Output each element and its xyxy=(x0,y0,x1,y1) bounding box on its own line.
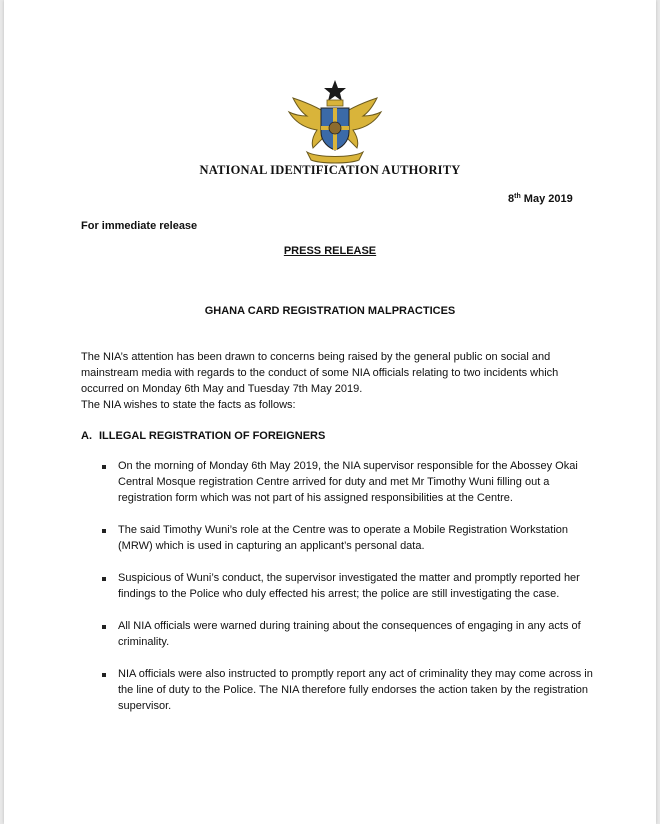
intro-text: The NIA’s attention has been drawn to concerns being raised by the general public on social and mainstream media with regards to the conduct of some NIA officials relating to two incidents which occurred on Monday 6th May and Tuesday 7th May 2019. xyxy=(81,351,559,395)
bullet-icon xyxy=(102,465,106,469)
list-item xyxy=(99,570,594,602)
document-page xyxy=(4,0,656,824)
intro-lead-in: The NIA wishes to state the facts as follows: xyxy=(81,399,296,411)
bullet-text: On the morning of Monday 6th May 2019, the NIA supervisor responsible for the Abossey Okai Central Mosque registration Centre arrived for duty and met Mr Timothy Wuni filling out a registration form which was not part of his assigned responsibilities at the Centre. xyxy=(118,460,578,504)
bullet-text: NIA officials were also instructed to promptly report any act of criminality they may come across in the line of duty to the Police. The NIA therefore fully endorses the action taken by the registration supervisor. xyxy=(118,668,593,712)
bullet-icon xyxy=(102,625,106,629)
bullet-text: Suspicious of Wuni’s conduct, the supervisor investigated the matter and promptly reported her findings to the Police who duly effected his arrest; the police are still investigating the case. xyxy=(118,572,580,600)
list-item xyxy=(99,618,594,650)
date-day: 8 xyxy=(508,193,515,205)
bullet-icon xyxy=(102,673,106,677)
bullet-text: All NIA officials were warned during training about the consequences of engaging in any acts of criminality. xyxy=(118,620,581,648)
bullet-list xyxy=(99,458,594,730)
list-item xyxy=(99,522,594,554)
release-date xyxy=(508,193,573,205)
intro-paragraph xyxy=(81,349,601,413)
organization-name: NATIONAL IDENTIFICATION AUTHORITY xyxy=(199,163,461,177)
section-title: ILLEGAL REGISTRATION OF FOREIGNERS xyxy=(99,430,326,442)
document-subject: GHANA CARD REGISTRATION MALPRACTICES xyxy=(204,305,456,317)
bullet-icon xyxy=(102,529,106,533)
ghana-coat-of-arms-icon xyxy=(287,78,383,164)
section-heading xyxy=(81,430,325,442)
bullet-icon xyxy=(102,577,106,581)
date-rest: May 2019 xyxy=(523,193,573,205)
bullet-text: The said Timothy Wuni’s role at the Centre was to operate a Mobile Registration Workstation (MRW) which is used in capturing an applicant’s personal data. xyxy=(118,524,568,552)
list-item xyxy=(99,458,594,506)
list-item xyxy=(99,666,594,714)
press-release-label: PRESS RELEASE xyxy=(283,245,377,257)
section-letter: A. xyxy=(81,430,92,442)
document-type xyxy=(4,245,656,257)
release-note: For immediate release xyxy=(81,220,198,232)
date-suffix: th xyxy=(514,193,521,200)
